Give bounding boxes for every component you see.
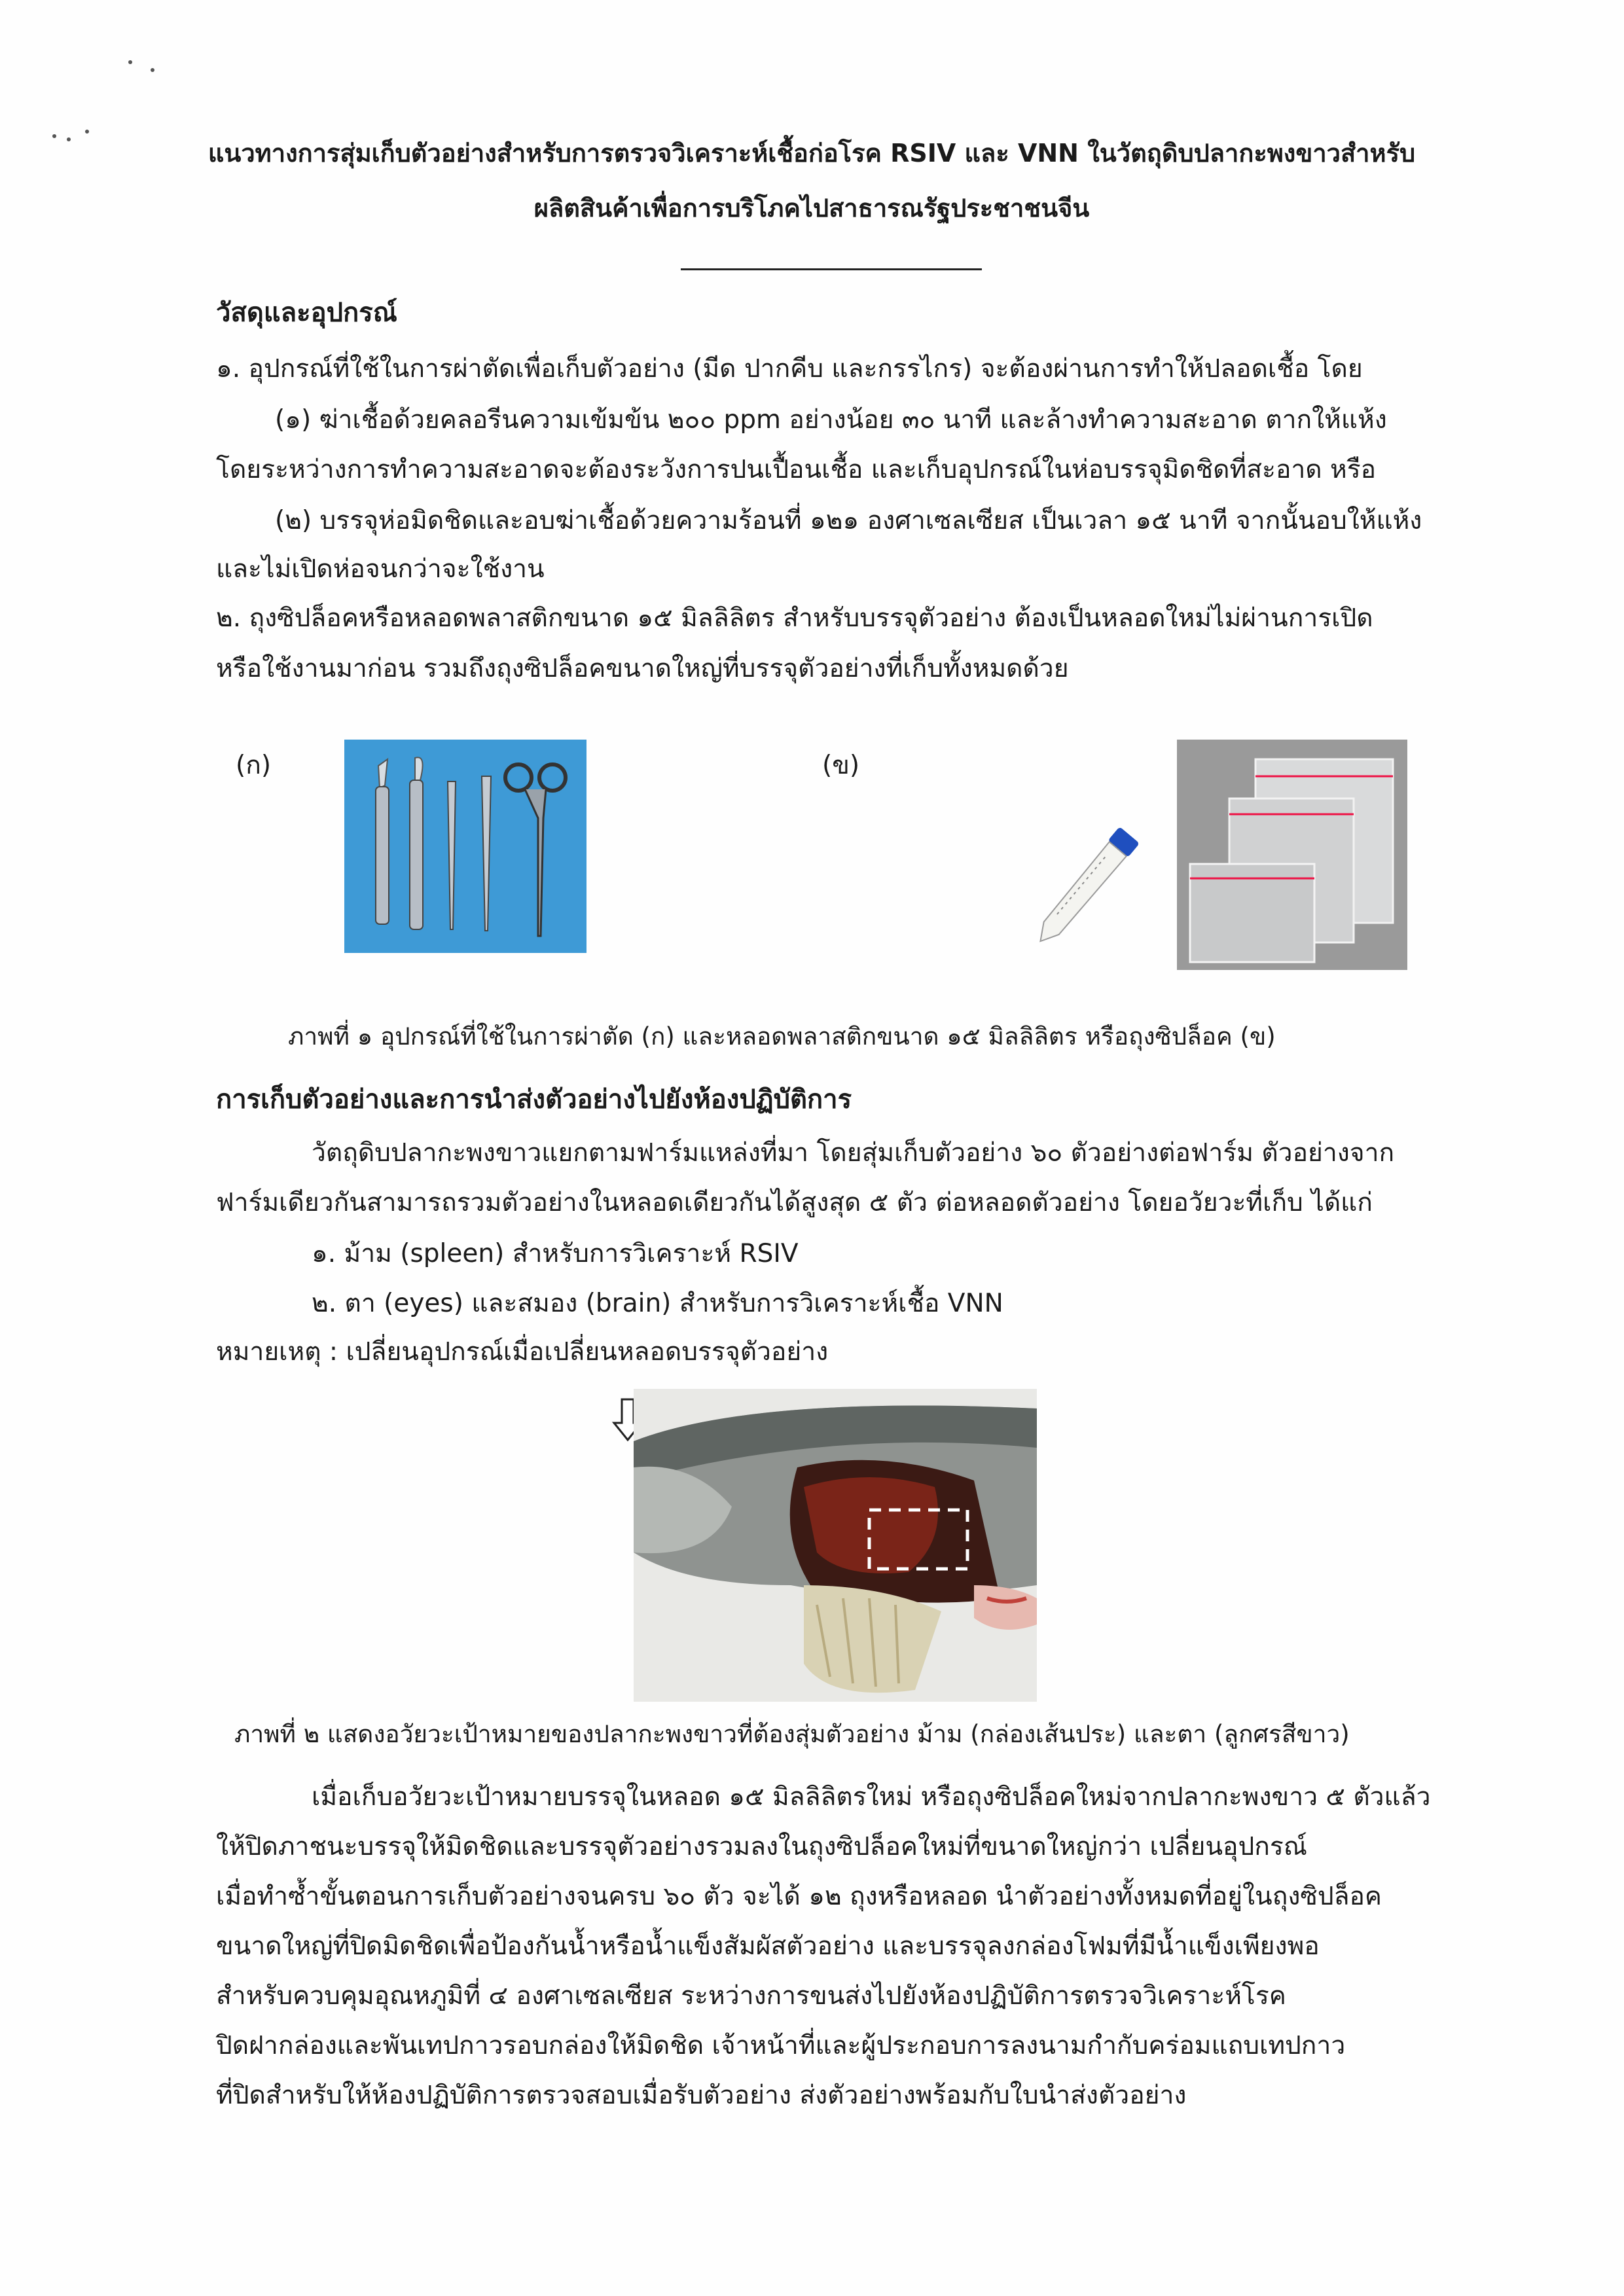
materials-paragraph-1-line: ๑. อุปกรณ์ที่ใช้ในการผ่าตัดเพื่อเก็บตัวอย่าง (มีด ปากคีบ และกรรไกร) จะต้องผ่านการทำให้ปลอดเชื้อ โดย <box>216 354 1363 384</box>
centrifuge-tube-photo <box>1008 812 1159 969</box>
materials-paragraph-2-line: ๒. ถุงซิปล็อคหรือหลอดพลาสติกขนาด ๑๕ มิลลิลิตร สำหรับบรรจุตัวอย่าง ต้องเป็นหลอดใหม่ไม่ผ่านการเปิด <box>216 603 1373 633</box>
surgical-tools-photo <box>344 740 586 953</box>
document-title-line-1: แนวทางการสุ่มเก็บตัวอย่างสำหรับการตรวจวิเคราะห์เชื้อก่อโรค RSIV และ VNN ในวัตถุดิบปลากะพงขาวสำหรับ <box>208 139 1416 168</box>
materials-paragraph-1-line: (๒) บรรจุห่อมิดชิดและอบฆ่าเชื้อด้วยความร้อนที่ ๑๒๑ องศาเซลเซียส เป็นเวลา ๑๕ นาที จากนั้นอบให้แห้ง <box>275 506 1422 535</box>
title-divider <box>681 268 982 270</box>
materials-paragraph-1-line: (๑) ฆ่าเชื้อด้วยคลอรีนความเข้มข้น ๒๐๐ ppm อย่างน้อย ๓๐ นาที และล้างทำความสะอาด ตากให้แห้ง <box>275 405 1387 435</box>
materials-paragraph-1-line: โดยระหว่างการทำความสะอาดจะต้องระวังการปนเปื้อนเชื้อ และเก็บอุปกรณ์ในห่อบรรจุมิดชิดที่สะอาด หรือ <box>216 455 1377 484</box>
figure-1-label-b: (ข) <box>822 751 860 780</box>
collection-note: หมายเหตุ : เปลี่ยนอุปกรณ์เมื่อเปลี่ยนหลอดบรรจุตัวอย่าง <box>216 1337 829 1367</box>
document-title-line-2: ผลิตสินค้าเพื่อการบริโภคไปสาธารณรัฐประชาชนจีน <box>533 194 1090 223</box>
ziplock-bags-photo <box>1177 740 1407 970</box>
figure-2-caption: ภาพที่ ๒ แสดงอวัยวะเป้าหมายของปลากะพงขาวที่ต้องสุ่มตัวอย่าง ม้าม (กล่องเส้นประ) และตา (ลูกศรสีขาว) <box>234 1720 1350 1748</box>
fish-dissection-photo <box>634 1389 1037 1702</box>
collection-heading: การเก็บตัวอย่างและการนำส่งตัวอย่างไปยังห้องปฏิบัติการ <box>216 1085 852 1115</box>
collection-paragraph-line: ฟาร์มเดียวกันสามารถรวมตัวอย่างในหลอดเดียวกันได้สูงสุด ๕ ตัว ต่อหลอดตัวอย่าง โดยอวัยวะที่เก็บ ได้แก่ <box>216 1188 1373 1217</box>
closing-paragraph-line: ให้ปิดภาชนะบรรจุให้มิดชิดและบรรจุตัวอย่างรวมลงในถุงซิปล็อคใหม่ที่ขนาดใหญ่กว่า เปลี่ยนอุปกรณ์ <box>216 1832 1307 1861</box>
materials-paragraph-2-line: หรือใช้งานมาก่อน รวมถึงถุงซิปล็อคขนาดใหญ่ที่บรรจุตัวอย่างที่เก็บทั้งหมดด้วย <box>216 654 1069 683</box>
materials-heading: วัสดุและอุปกรณ์ <box>216 298 397 328</box>
closing-paragraph-line: เมื่อเก็บอวัยวะเป้าหมายบรรจุในหลอด ๑๕ มิลลิลิตรใหม่ หรือถุงซิปล็อคใหม่จากปลากะพงขาว ๕ ตัวแล้ว <box>312 1782 1431 1812</box>
closing-paragraph-line: เมื่อทำซ้ำขั้นตอนการเก็บตัวอย่างจนครบ ๖๐ ตัว จะได้ ๑๒ ถุงหรือหลอด นำตัวอย่างทั้งหมดที่อยู่ในถุงซิปล็อค <box>216 1882 1382 1911</box>
closing-paragraph-line: ปิดฝากล่องและพันเทปกาวรอบกล่องให้มิดชิด เจ้าหน้าที่และผู้ประกอบการลงนามกำกับคร่อมแถบเทปกาว <box>216 2031 1346 2060</box>
closing-paragraph-line: ที่ปิดสำหรับให้ห้องปฏิบัติการตรวจสอบเมื่อรับตัวอย่าง ส่งตัวอย่างพร้อมกับใบนำส่งตัวอย่าง <box>216 2081 1187 2110</box>
organ-list-item: ๒. ตา (eyes) และสมอง (brain) สำหรับการวิเคราะห์เชื้อ VNN <box>312 1289 1003 1318</box>
figure-1-label-a: (ก) <box>236 751 272 780</box>
closing-paragraph-line: ขนาดใหญ่ที่ปิดมิดชิดเพื่อป้องกันน้ำหรือน้ำแข็งสัมผัสตัวอย่าง และบรรจุลงกล่องโฟมที่มีน้ำแข็งเพียงพอ <box>216 1931 1320 1961</box>
materials-paragraph-1-line: และไม่เปิดห่อจนกว่าจะใช้งาน <box>216 554 545 584</box>
collection-paragraph-line: วัตถุดิบปลากะพงขาวแยกตามฟาร์มแหล่งที่มา โดยสุ่มเก็บตัวอย่าง ๖๐ ตัวอย่างต่อฟาร์ม ตัวอย่างจาก <box>312 1138 1395 1168</box>
figure-1-caption: ภาพที่ ๑ อุปกรณ์ที่ใช้ในการผ่าตัด (ก) และหลอดพลาสติกขนาด ๑๕ มิลลิลิตร หรือถุงซิปล็อค (ข) <box>288 1022 1276 1050</box>
closing-paragraph-line: สำหรับควบคุมอุณหภูมิที่ ๔ องศาเซลเซียส ระหว่างการขนส่งไปยังห้องปฏิบัติการตรวจวิเคราะห์โรค <box>216 1981 1286 2011</box>
organ-list-item: ๑. ม้าม (spleen) สำหรับการวิเคราะห์ RSIV <box>312 1239 799 1268</box>
